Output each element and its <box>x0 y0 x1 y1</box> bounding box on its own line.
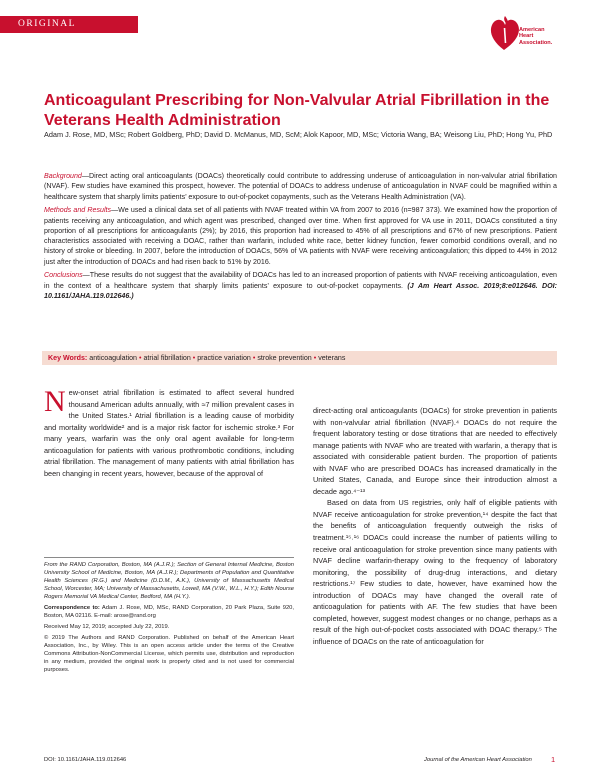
license-text: © 2019 The Authors and RAND Corporation. Published on behalf of the American Heart Association, Inc., by Wiley. This is an open access article under the terms of the Creative Commons Attribution-NonCommercial License, which permits use, distribution and reproduction in any medium, provided the original work is properly cited and is not used for commercial purposes. <box>44 634 294 674</box>
keyword-separator: • <box>313 354 317 362</box>
abstract-background <box>44 171 557 202</box>
background-text: —Direct acting oral anticoagulants (DOACs) theoretically could contribute to addressing underuse of anticoagulation in non-valvular atrial fibrillation (NVAF). Few studies have examined this prospect, however. The potential of DOACs to address underuse of anticoagulation in NVAF could be magnified within a healthcare system that sharply limits patients’ exposure to out-of-pocket copayments, such as the Veterans Health Administration (VA). <box>44 172 557 201</box>
torch-stem <box>505 28 506 43</box>
intro-paragraph <box>44 387 294 479</box>
section-banner: ORIGINAL RESEARCH <box>0 16 138 33</box>
logo-line-2: Heart <box>519 33 534 40</box>
keyword-separator: • <box>192 354 196 362</box>
abstract <box>44 171 557 305</box>
keyword: atrial fibrillation <box>143 354 191 362</box>
received-dates: Received May 12, 2019; accepted July 22, 2019. <box>44 624 170 631</box>
abstract-methods <box>44 205 557 267</box>
keywords-label: Key Words: <box>48 354 88 362</box>
body-paragraph: direct-acting oral anticoagulants (DOACs) for stroke prevention in patients with non-valvular atrial fibrillation (NVAF).⁴ DOACs do not require the frequent laboratory testing or dose titrations that are needed to effectively manage patients with NVAF who are treated with warfarin, a therapy that is associated with considerable patient burden. The proportion of patients with NVAF who are prescribed DOACs has increased dramatically in the United States, Canada, and Europe since their introduction almost a decade ago.⁴⁻¹³ <box>313 406 557 496</box>
methods-label: Methods and Results <box>44 206 112 215</box>
footer-journal-name: Journal of the American Heart Association <box>424 757 532 763</box>
drop-cap: N <box>44 385 66 418</box>
keyword: anticoagulation <box>89 354 138 362</box>
correspondence <box>44 604 294 620</box>
affiliations: From the RAND Corporation, Boston, MA (A.J.R.); Section of General Internal Medicine, Boston University School of Medicine, Boston, MA (A.J.R.); Departments of Population and Quantitative Health Sciences (R.G.) and Medicine (D.D.M., A.K.), University of Massachusetts Medical School, Worcester, MA; University of Massachusetts, Lowell, MA (V.W., W.L., H.Y.); Edith Nourse Rogers Memorial VA Medical Center, Bedford, MA (H.Y.). <box>44 562 294 601</box>
keyword: stroke prevention <box>257 354 312 362</box>
conclusions-label: Conclusions <box>44 271 83 280</box>
keyword: practice variation <box>197 354 251 362</box>
intro-text: ew-onset atrial fibrillation is estimated to affect several hundred thousand American adults annually, with ≈7 million prevalent cases in the United States.¹ Atrial fibrillation is a leading cause of morbidity and mortality worldwide² and is a major risk factor for ischemic stroke.³ For many years, warfarin was the only oral agent available for long-term anticoagulation for patients with various prothrombotic conditions, including atrial fibrillation. The management of many patients with atrial fibrillation has been changing in recent years, however, because of the approval of <box>44 388 294 478</box>
conclusions-text: —These results do not suggest that the availability of DOACs has led to an increased proportion of patients with NVAF receiving anticoagulation, even in the context of a healthcare system that sharply limits patients’ exposure to out-of-pocket copayments. <box>44 271 557 290</box>
aha-logo-text <box>519 27 581 46</box>
footnotes <box>44 557 294 677</box>
correspondence-text: Adam J. Rose, MD, MSc, RAND Corporation, 20 Park Plaza, Suite 920, Boston, MA 02116. E-mail: arose@rand.org <box>44 605 295 620</box>
body-right-column <box>313 405 557 647</box>
keyword-separator: • <box>252 354 256 362</box>
keywords-bar <box>42 351 557 365</box>
article-title: Anticoagulant Prescribing for Non-Valvular Atrial Fibrillation in the Veterans Health Administration <box>44 92 550 129</box>
logo-line-3: Association. <box>519 39 553 46</box>
keyword: veterans <box>318 354 346 362</box>
body-paragraph: Based on data from US registries, only half of eligible patients with NVAF receive anticoagulation for stroke prevention,¹⁴ despite the fact that the benefits of anticoagulation frequently outweigh the risks of treatment.¹⁵˒¹⁶ DOACs could increase the number of patients willing to receive oral anticoagulation for stroke prevention since many patients with NVAF decline warfarin-therapy owing to the frequency of laboratory monitoring, the possibility of drug-drug interactions, and dietary restrictions.¹⁷ Few studies to date, however, have examined how the introduction of DOACs may have changed the overall rate of anticoagulation for patients with AF. The few studies that have been completed, however, suggest modest changes or no change, perhaps as a result of the high out-of-pocket costs associated with DOAC therapy.⁵ The influence of DOACs on the rate of anticoagulation for <box>313 498 557 646</box>
abstract-conclusions <box>44 270 557 301</box>
background-label: Background <box>44 172 82 180</box>
keyword-separator: • <box>139 354 142 362</box>
correspondence-label: Correspondence to: <box>44 605 100 612</box>
page-number: 1 <box>551 755 556 764</box>
author-list: Adam J. Rose, MD, MSc; Robert Goldberg, PhD; David D. McManus, MD, ScM; Alok Kapoor, MD, MSc; Victoria Wang, BA; Weisong Liu, PhD; Hong Yu, PhD <box>44 130 553 139</box>
footer-doi: DOI: 10.1161/JAHA.119.012646 <box>44 757 127 763</box>
logo-line-1: American <box>519 27 545 33</box>
body-left-column <box>44 387 294 479</box>
methods-text: —We used a clinical data set of all patients with NVAF treated within VA from 2007 to 2016 (n=987 373). We examined how the proportion of patients receiving any anticoagulation, and which agent was prescribed, changed over time. When first approved for VA use in 2011, DOACs constituted a tiny proportion of all prescriptions for anticoagulants (2%); by 2016, this proportion had increased to 45% of all prescriptions and 67% of new prescriptions. Patient characteristics associated with receiving a DOAC, rather than warfarin, included white race, better kidney function, fewer comorbid conditions overall, and no history of stroke or bleeding. In 2007, before the introduction of DOACs, 56% of VA patients with NVAF were receiving anticoagulation; this dipped to 44% in 2012 just after the introduction of DOACs and had risen back to 51% by 2016. <box>44 206 557 266</box>
citation: (J Am Heart Assoc. 2019;8:e012646. DOI: 10.1161/JAHA.119.012646.) <box>44 281 557 301</box>
